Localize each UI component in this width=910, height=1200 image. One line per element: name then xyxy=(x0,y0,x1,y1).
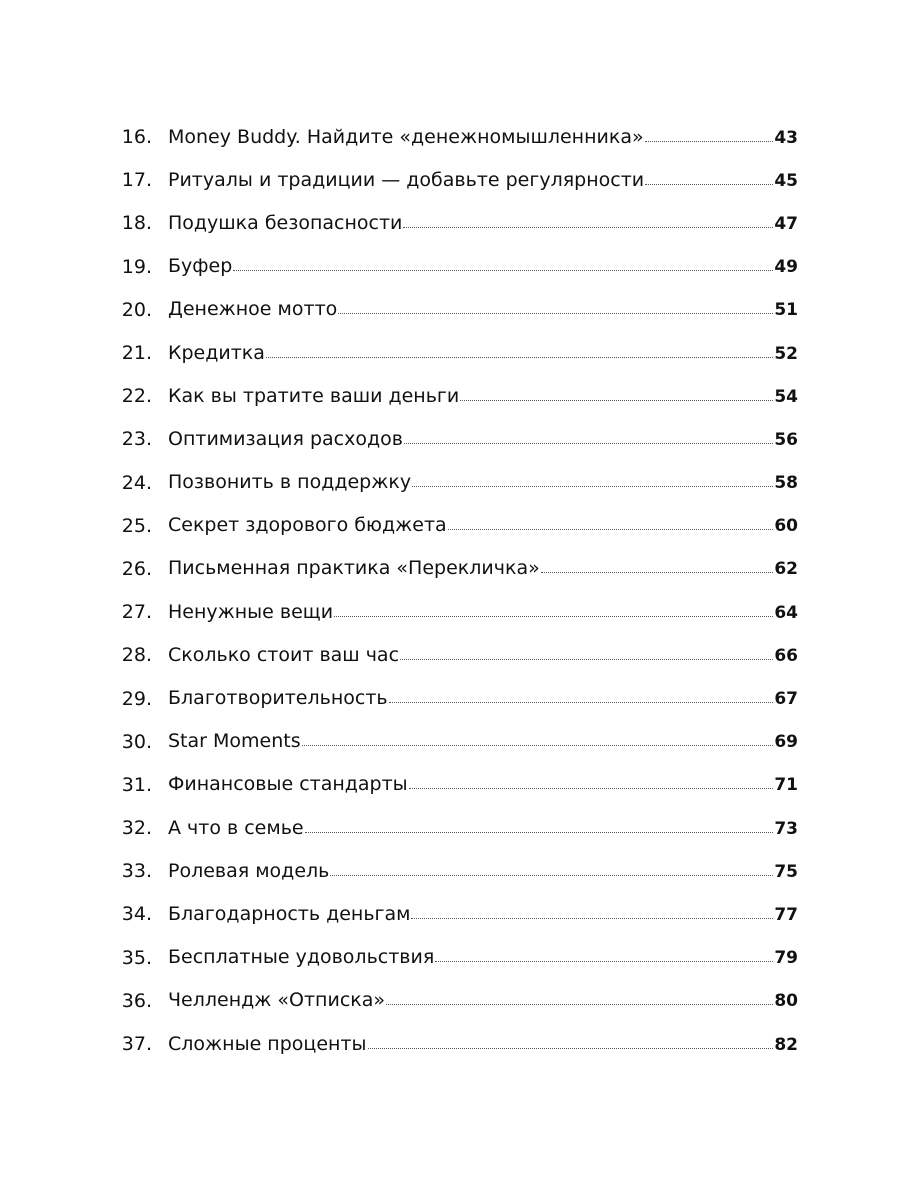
toc-entry-page[interactable]: 71 xyxy=(774,775,798,796)
toc-entry-title[interactable]: А что в семье xyxy=(168,816,304,839)
toc-entry-page[interactable]: 79 xyxy=(774,948,798,969)
toc-entry-body xyxy=(168,850,798,894)
toc-entry-number: 28. xyxy=(121,644,152,667)
toc-entry-26[interactable] xyxy=(0,548,910,591)
dot-leader xyxy=(404,443,773,444)
toc-entry-31[interactable] xyxy=(0,764,910,807)
dot-leader xyxy=(334,616,773,617)
toc-entry-number: 29. xyxy=(121,687,152,710)
toc-entry-24[interactable] xyxy=(0,462,910,505)
toc-entry-page[interactable]: 47 xyxy=(774,213,798,234)
toc-entry-body xyxy=(168,979,798,1023)
toc-entry-number: 33. xyxy=(121,860,152,883)
toc-entry-number: 32. xyxy=(121,817,152,840)
toc-entry-body xyxy=(168,807,798,851)
toc-entry-21[interactable] xyxy=(0,332,910,375)
toc-entry-body xyxy=(168,159,798,203)
dot-leader xyxy=(541,572,774,573)
toc-entry-number: 20. xyxy=(121,298,152,321)
toc-entry-number: 21. xyxy=(121,342,152,365)
toc-entry-body xyxy=(168,288,798,332)
toc-entry-number: 34. xyxy=(121,903,152,926)
toc-entry-body xyxy=(168,245,798,289)
toc-entry-number: 31. xyxy=(121,773,152,796)
toc-entry-title[interactable]: Money Buddy. Найдите «денежномышленника» xyxy=(168,125,644,148)
toc-entry-number: 36. xyxy=(121,989,152,1012)
toc-entry-title[interactable]: Подушка безопасности xyxy=(168,211,403,234)
toc-entry-page[interactable]: 43 xyxy=(774,127,798,148)
toc-entry-title[interactable]: Как вы тратите ваши деньги xyxy=(168,384,460,407)
toc-entry-number: 16. xyxy=(121,126,152,149)
toc-entry-page[interactable]: 60 xyxy=(774,516,798,537)
toc-entry-page[interactable]: 75 xyxy=(774,861,798,882)
toc-entry-page[interactable]: 62 xyxy=(774,559,798,580)
toc-entry-page[interactable]: 64 xyxy=(774,602,798,623)
toc-entry-body xyxy=(168,202,798,246)
toc-entry-title[interactable]: Сколько стоит ваш час xyxy=(168,643,400,666)
toc-entry-title[interactable]: Благотворительность xyxy=(168,687,388,710)
toc-entry-body xyxy=(168,893,798,937)
dot-leader xyxy=(460,400,773,401)
dot-leader xyxy=(233,270,773,271)
toc-entry-number: 30. xyxy=(121,730,152,753)
dot-leader xyxy=(368,1048,774,1049)
toc-entry-page[interactable]: 56 xyxy=(774,429,798,450)
toc-entry-body xyxy=(168,461,798,505)
toc-entry-body xyxy=(168,418,798,462)
toc-entry-body xyxy=(168,677,798,721)
toc-entry-body xyxy=(168,720,798,764)
toc-entry-page[interactable]: 80 xyxy=(774,991,798,1012)
toc-entry-page[interactable]: 67 xyxy=(774,689,798,710)
toc-entry-body xyxy=(168,332,798,376)
toc-entry-19[interactable] xyxy=(0,246,910,289)
toc-entry-title[interactable]: Сложные проценты xyxy=(168,1032,367,1055)
toc-entry-body xyxy=(168,936,798,980)
toc-entry-title[interactable]: Денежное мотто xyxy=(168,298,338,321)
dot-leader xyxy=(302,745,774,746)
toc-entry-body xyxy=(168,763,798,807)
toc-entry-35[interactable] xyxy=(0,937,910,980)
toc-entry-page[interactable]: 69 xyxy=(774,732,798,753)
toc-entry-number: 37. xyxy=(121,1033,152,1056)
toc-entry-29[interactable] xyxy=(0,677,910,720)
toc-entry-37[interactable] xyxy=(0,1023,910,1066)
toc-entry-number: 22. xyxy=(121,385,152,408)
toc-entry-number: 26. xyxy=(121,557,152,580)
toc-entry-title[interactable]: Оптимизация расходов xyxy=(168,427,403,450)
toc-entry-page[interactable]: 73 xyxy=(774,818,798,839)
toc-entry-page[interactable]: 45 xyxy=(774,170,798,191)
dot-leader xyxy=(448,529,774,530)
toc-entry-number: 25. xyxy=(121,514,152,537)
toc-entry-page[interactable]: 49 xyxy=(774,257,798,278)
dot-leader xyxy=(400,659,773,660)
toc-entry-20[interactable] xyxy=(0,289,910,332)
toc-entry-body xyxy=(168,116,798,160)
toc-entry-number: 18. xyxy=(121,212,152,235)
toc-entry-30[interactable] xyxy=(0,721,910,764)
toc-entry-title[interactable]: Star Moments xyxy=(168,730,301,753)
toc-entry-33[interactable] xyxy=(0,850,910,893)
dot-leader xyxy=(305,832,774,833)
toc-entry-page[interactable]: 51 xyxy=(774,300,798,321)
dot-leader xyxy=(435,961,773,962)
toc-entry-title[interactable]: Письменная практика «Перекличка» xyxy=(168,557,540,580)
toc-entry-body xyxy=(168,591,798,635)
toc-entry-number: 23. xyxy=(121,428,152,451)
toc-entry-27[interactable] xyxy=(0,591,910,634)
toc-entry-page[interactable]: 52 xyxy=(774,343,798,364)
dot-leader xyxy=(266,357,773,358)
toc-entry-16[interactable] xyxy=(0,116,910,159)
dot-leader xyxy=(645,184,773,185)
toc-entry-23[interactable] xyxy=(0,418,910,461)
dot-leader xyxy=(386,1004,773,1005)
toc-entry-34[interactable] xyxy=(0,893,910,936)
toc-entry-title[interactable]: Челлендж «Отписка» xyxy=(168,989,386,1012)
toc-entry-title[interactable]: Ненужные вещи xyxy=(168,600,334,623)
toc-entry-title[interactable]: Секрет здорового бюджета xyxy=(168,514,447,537)
toc-entry-title[interactable]: Ролевая модель xyxy=(168,859,330,882)
toc-entry-title[interactable]: Ритуалы и традиции — добавьте регулярности xyxy=(168,168,645,191)
toc-entry-page[interactable]: 77 xyxy=(774,904,798,925)
dot-leader xyxy=(338,313,773,314)
dot-leader xyxy=(403,227,773,228)
toc-entry-number: 24. xyxy=(121,471,152,494)
toc-entry-body xyxy=(168,547,798,591)
toc-entry-number: 19. xyxy=(121,255,152,278)
dot-leader xyxy=(330,875,773,876)
toc-entry-title[interactable]: Кредитка xyxy=(168,341,265,364)
toc-entry-page[interactable]: 58 xyxy=(774,473,798,494)
toc-entry-36[interactable] xyxy=(0,980,910,1023)
toc-entry-number: 17. xyxy=(121,169,152,192)
toc-entry-22[interactable] xyxy=(0,375,910,418)
table-of-contents xyxy=(0,116,910,1066)
toc-entry-page[interactable]: 82 xyxy=(774,1034,798,1055)
toc-entry-title[interactable]: Позвонить в поддержку xyxy=(168,471,412,494)
dot-leader xyxy=(645,141,774,142)
toc-entry-body xyxy=(168,504,798,548)
toc-entry-number: 35. xyxy=(121,946,152,969)
dot-leader xyxy=(411,918,773,919)
dot-leader xyxy=(409,788,774,789)
dot-leader xyxy=(412,486,773,487)
toc-entry-body xyxy=(168,634,798,678)
dot-leader xyxy=(389,702,774,703)
toc-entry-32[interactable] xyxy=(0,807,910,850)
toc-entry-25[interactable] xyxy=(0,505,910,548)
toc-entry-page[interactable]: 54 xyxy=(774,386,798,407)
toc-entry-17[interactable] xyxy=(0,159,910,202)
toc-entry-body xyxy=(168,375,798,419)
toc-entry-title[interactable]: Благодарность деньгам xyxy=(168,902,411,925)
toc-entry-title[interactable]: Финансовые стандарты xyxy=(168,773,408,796)
toc-entry-title[interactable]: Бесплатные удовольствия xyxy=(168,946,435,969)
toc-entry-18[interactable] xyxy=(0,202,910,245)
toc-entry-title[interactable]: Буфер xyxy=(168,255,233,278)
toc-entry-page[interactable]: 66 xyxy=(774,645,798,666)
toc-entry-body xyxy=(168,1023,798,1067)
toc-entry-number: 27. xyxy=(121,601,152,624)
toc-entry-28[interactable] xyxy=(0,634,910,677)
